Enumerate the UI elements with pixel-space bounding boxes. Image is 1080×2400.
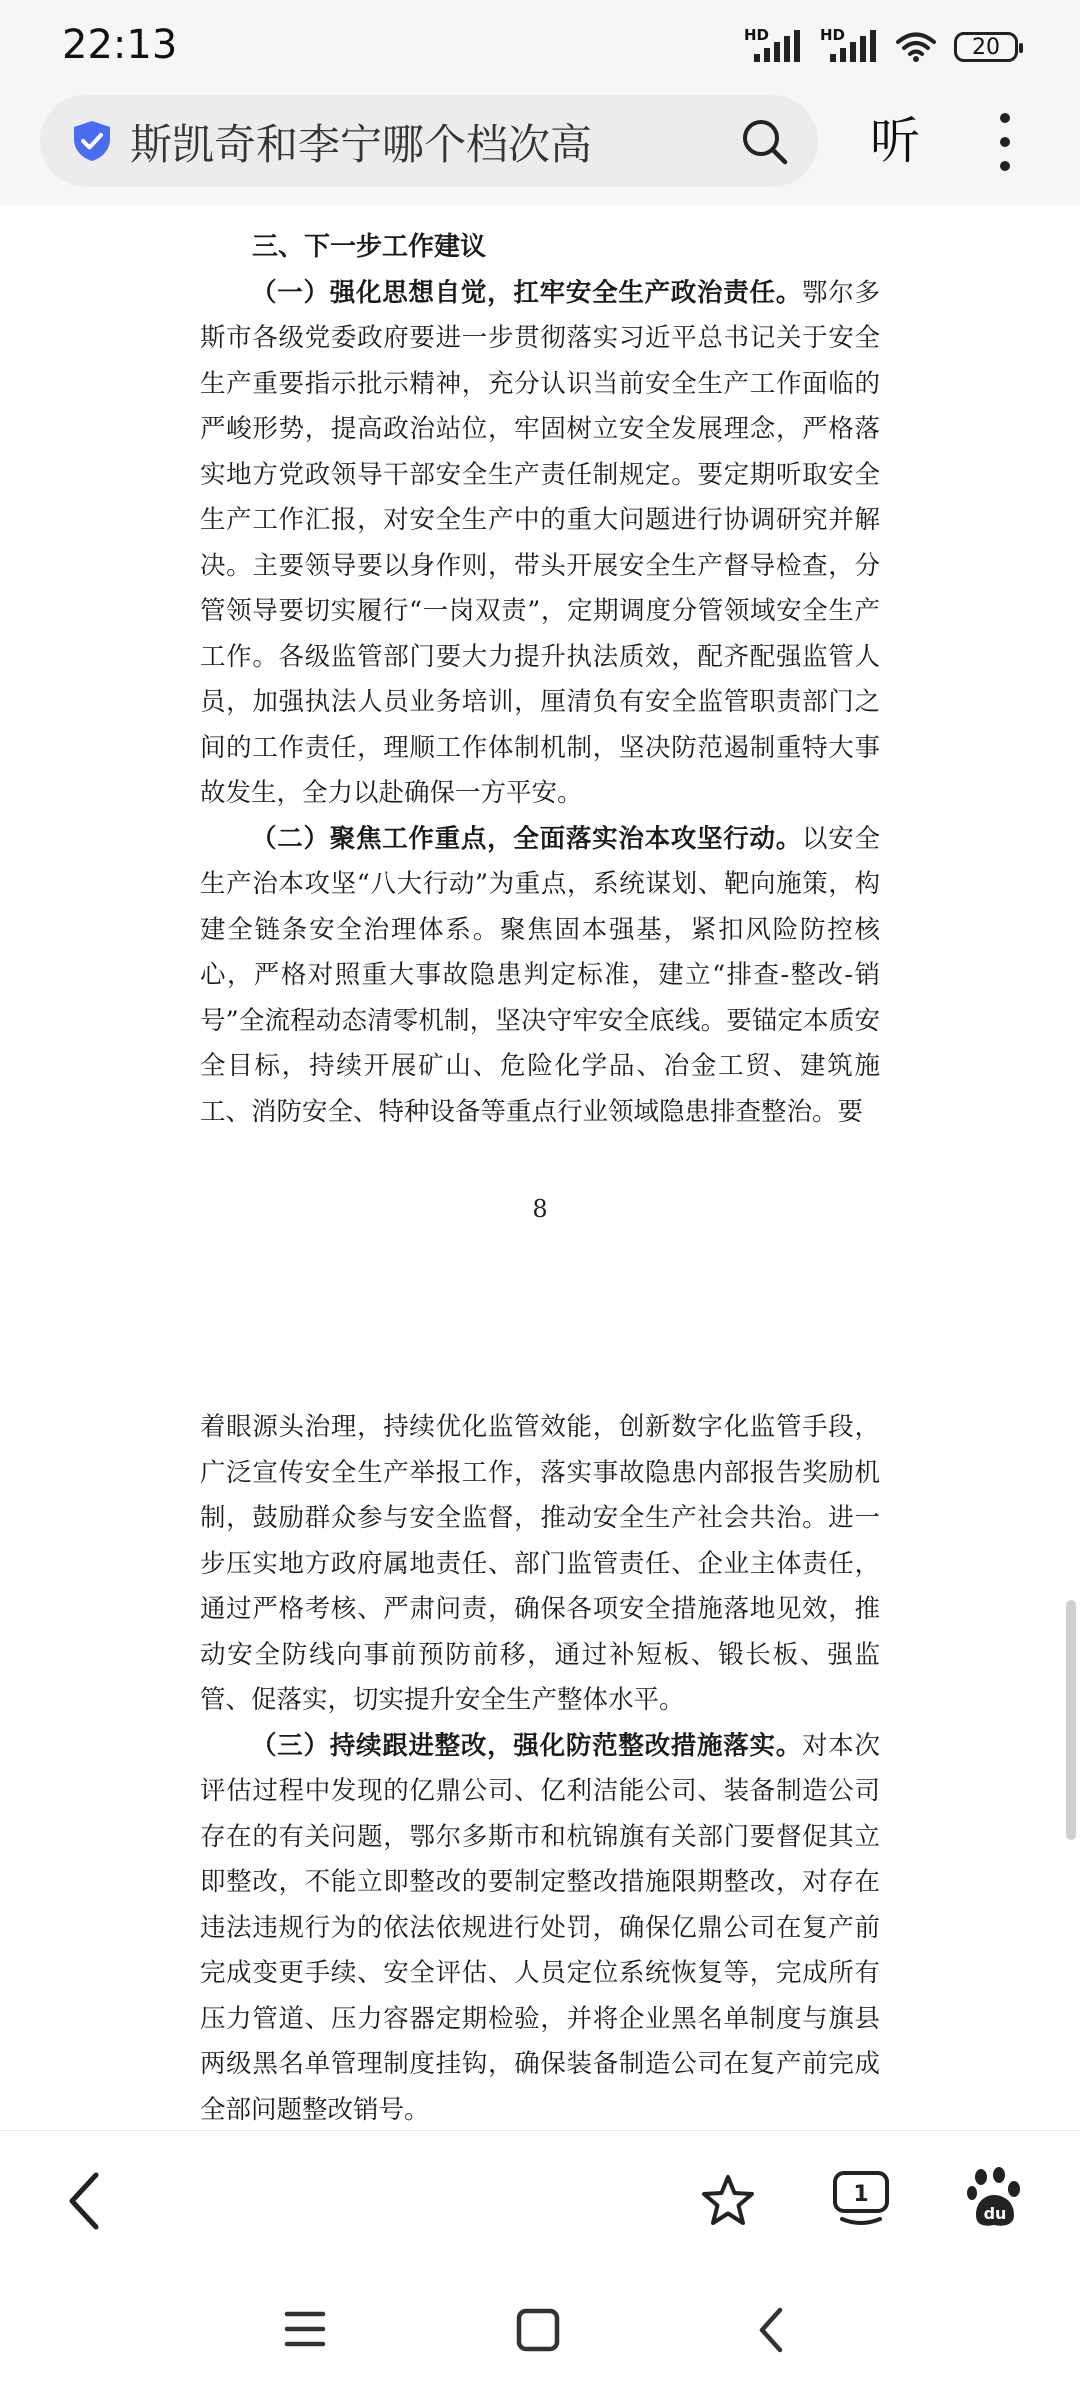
search-icon[interactable] xyxy=(740,117,790,167)
document-page-2 xyxy=(200,1405,880,2130)
tabs-icon[interactable] xyxy=(832,2169,890,2229)
search-input[interactable]: 斯凯奇和李宁哪个档次高 xyxy=(130,120,593,169)
document-page-1 xyxy=(200,225,880,1135)
more-options-icon[interactable] xyxy=(992,109,1018,175)
section-heading: 三、下一步工作建议 xyxy=(252,232,487,262)
status-time: 22:13 xyxy=(62,22,178,68)
star-icon[interactable] xyxy=(700,2173,756,2229)
paragraph-2-body: 以安全生产治本攻坚“八大行动”为重点，系统谋划、靶向施策，构建全链条安全治理体系。聚焦固本强基，紧扣风险防控核心，严格对照重大事故隐患判定标准，建立“排查-整改-销号”全流程动态清零机制，坚决守牢安全底线。要锚定本质安全目标，持续开展矿山、危险化学品、冶金工贸、建筑施工、消防安全、特种设备等重点行业领域隐患排查整治。要 xyxy=(200,823,880,1127)
search-bar[interactable] xyxy=(40,95,818,187)
paragraph-1-body: 鄂尔多斯市各级党委政府要进一步贯彻落实习近平总书记关于安全生产重要指示批示精神，充分认识当前安全生产工作面临的严峻形势，提高政治站位，牢固树立安全发展理念，严格落实地方党政领导干部安全生产责任制规定。要定期听取安全生产工作汇报，对安全生产中的重大问题进行协调研究并解决。主要领导要以身作则，带头开展安全生产督导检查，分管领导要切实履行“一岗双责”，定期调度分管领域安全生产工作。各级监管部门要大力提升执法质效，配齐配强监管人员，加强执法人员业务培训，厘清负有安全监管职责部门之间的工作责任，理顺工作体制机制，坚决防范遏制重特大事故发生，全力以赴确保一方平安。 xyxy=(200,277,880,808)
document-viewer[interactable] xyxy=(0,205,1080,2130)
menu-icon[interactable] xyxy=(284,2310,326,2348)
paragraph-2 xyxy=(200,817,880,1136)
battery-icon: 20 xyxy=(954,32,1018,62)
paragraph-1-title: （一）强化思想自觉，扛牢安全生产政治责任。 xyxy=(251,277,802,308)
shield-icon xyxy=(70,119,114,163)
paragraph-3-body: 对本次评估过程中发现的亿鼎公司、亿利洁能公司、装备制造公司存在的有关问题，鄂尔多斯市和杭锦旗有关部门要督促其立即整改，不能立即整改的要制定整改措施限期整改，对存在违法违规行为的依法依规进行处罚，确保亿鼎公司在复产前完成变更手续、安全评估、人员定位系统恢复等，完成所有压力管道、压力容器定期检验，并将企业黑名单制度与旗县两级黑名单管理制度挂钩，确保装备制造公司在复产前完成全部问题整改销号。 xyxy=(200,1730,880,2125)
svg-text:du: du xyxy=(983,2204,1007,2223)
baidu-paw-icon[interactable] xyxy=(966,2167,1022,2229)
page-number: 8 xyxy=(532,1195,548,1223)
paragraph-3-title: （三）持续跟进整改，强化防范整改措施落实。 xyxy=(251,1730,802,1761)
svg-text:1: 1 xyxy=(853,2182,869,2207)
back-nav-icon[interactable] xyxy=(756,2306,786,2354)
signal-hd-label-2: HD xyxy=(820,26,846,44)
scrollbar[interactable] xyxy=(1066,1600,1076,1840)
bottom-toolbar xyxy=(0,2130,1080,2271)
status-icons xyxy=(744,26,1018,64)
status-bar xyxy=(0,0,1080,95)
paragraph-2-title: （二）聚焦工作重点，全面落实治本攻坚行动。 xyxy=(251,823,802,854)
paragraph-3 xyxy=(200,1724,880,2131)
signal-hd-label: HD xyxy=(744,26,770,44)
paragraph-1 xyxy=(200,271,880,817)
system-nav-bar xyxy=(0,2270,1080,2400)
listen-button[interactable]: 听 xyxy=(870,112,920,170)
signal-icon-2 xyxy=(820,26,878,64)
home-icon[interactable] xyxy=(516,2308,560,2352)
paragraph-2-continued: 着眼源头治理，持续优化监管效能，创新数字化监管手段，广泛宣传安全生产举报工作，落实事故隐患内部报告奖励机制，鼓励群众参与安全监督，推动安全生产社会共治。进一步压实地方政府属地责任、部门监管责任、企业主体责任，通过严格考核、严肃问责，确保各项安全措施落地见效，推动安全防线向事前预防前移，通过补短板、锻长板、强监管、促落实，切实提升安全生产整体水平。 xyxy=(200,1412,880,1715)
back-arrow-icon[interactable] xyxy=(64,2169,104,2233)
signal-icon xyxy=(744,26,802,64)
wifi-icon xyxy=(896,31,936,63)
search-row xyxy=(0,95,1080,205)
